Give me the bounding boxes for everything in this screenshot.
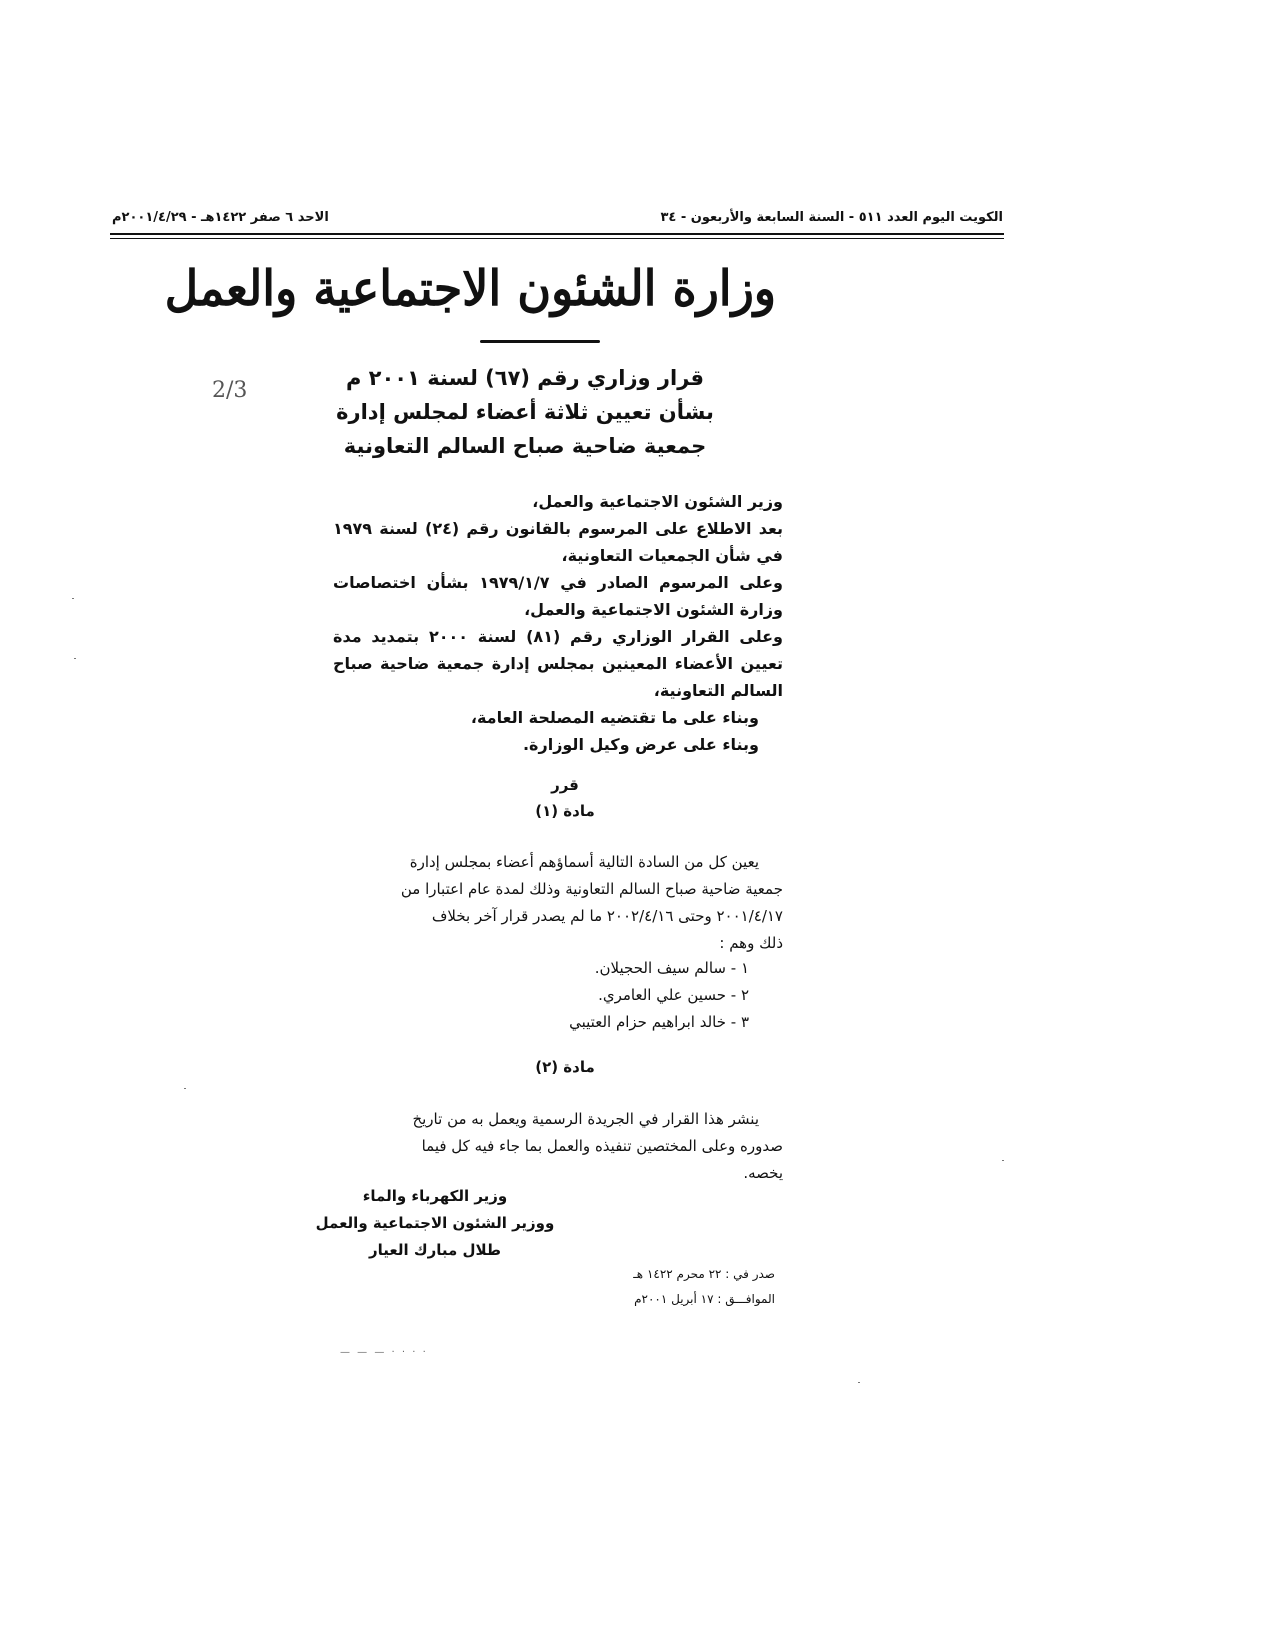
signature-title-2: ووزير الشئون الاجتماعية والعمل (315, 1214, 555, 1232)
scan-speck (74, 658, 76, 659)
masthead-ornament-rule (480, 340, 600, 343)
article2-text (333, 1106, 783, 1187)
gazette-date-line: الاحد ٦ صفر ١٤٢٢هـ - ٢٠٠١/٤/٢٩م (112, 210, 329, 225)
article2-heading: مادة (٢) (535, 1058, 595, 1076)
header-rule-thick (110, 233, 1004, 235)
issue-date-hijri: صدر في : ٢٢ محرم ١٤٢٢ هـ (633, 1267, 775, 1281)
preamble-line: بعد الاطلاع على المرسوم بالقانون رقم (٢٤) لسنة ١٩٧٩ (333, 519, 783, 538)
signature-name: طلال مبارك العيار (368, 1241, 502, 1259)
preamble-line: وبناء على ما تقتضيه المصلحة العامة، (470, 708, 759, 727)
ministry-calligraphy: وزارة الشئون الاجتماعية والعمل (164, 259, 776, 317)
article1-line: يعين كل من السادة التالية أسماؤهم أعضاء بمجلس إدارة (409, 853, 759, 871)
preamble-line: وعلى القرار الوزاري رقم (٨١) لسنة ٢٠٠٠ بتمديد مدة (333, 627, 783, 646)
member-item: ٢ - حسين علي العامري. (598, 986, 749, 1004)
scan-speck (184, 1088, 186, 1089)
signature-title-1: وزير الكهرباء والماء (362, 1187, 508, 1205)
preamble-line: السالم التعاونية، (653, 681, 783, 700)
article1-line: ذلك وهم : (719, 934, 783, 952)
article1-line: ٢٠٠١/٤/١٧ وحتى ٢٠٠٢/٤/١٦ ما لم يصدر قرار آخر بخلاف (431, 907, 783, 925)
margin-handwritten-note: 2/3 (212, 378, 248, 403)
article2-line: يخصه. (743, 1164, 783, 1182)
article2-line: صدوره وعلى المختصين تنفيذه والعمل بما جاء فيه كل فيما (421, 1137, 783, 1155)
preamble-line: وبناء على عرض وكيل الوزارة. (522, 735, 759, 754)
signature-block (305, 1183, 565, 1264)
preamble-line: وزير الشئون الاجتماعية والعمل، (532, 492, 783, 511)
article2-line: ينشر هذا القرار في الجريدة الرسمية ويعمل به من تاريخ (412, 1110, 759, 1128)
issue-date-block (575, 1262, 775, 1312)
decree-title-line3: جمعية ضاحية صباح السالم التعاونية (343, 434, 707, 458)
scan-speck (858, 1382, 860, 1383)
preamble-line: وعلى المرسوم الصادر في ١٩٧٩/١/٧ بشأن اختصاصات (333, 573, 783, 592)
article1-line: جمعية ضاحية صباح السالم التعاونية وذلك لمدة عام اعتبارا من (400, 880, 783, 898)
article1-heading: مادة (١) (535, 802, 595, 820)
header-rule-thin (110, 238, 1004, 239)
preamble-line: وزارة الشئون الاجتماعية والعمل، (524, 600, 783, 619)
decree-title-line2: بشأن تعيين ثلاثة أعضاء لمجلس إدارة (336, 400, 714, 424)
preamble-line: تعيين الأعضاء المعينين بمجلس إدارة جمعية ضاحية صباح (333, 654, 783, 673)
members-list (509, 955, 749, 1036)
decree-title-line1: قرار وزاري رقم (٦٧) لسنة ٢٠٠١ م (345, 366, 705, 390)
article1-text (333, 849, 783, 957)
decision-heading: قرر (551, 776, 579, 794)
member-item: ٣ - خالد ابراهيم حزام العتيبي (569, 1013, 749, 1031)
ministry-masthead (164, 248, 776, 348)
scan-speck (1002, 1160, 1004, 1161)
preamble-block (333, 488, 783, 758)
gazette-issue-line: الكويت اليوم العدد ٥١١ - السنة السابعة والأربعون - ٣٤ (660, 210, 1003, 225)
issue-date-gregorian: الموافـــق : ١٧ أبريل ٢٠٠١م (634, 1292, 775, 1306)
preamble-line: في شأن الجمعيات التعاونية، (561, 546, 783, 565)
scan-speck (72, 598, 74, 599)
member-item: ١ - سالم سيف الحجيلان. (594, 959, 749, 977)
scan-artifact-dashes: — — — · · · · (340, 1347, 428, 1358)
